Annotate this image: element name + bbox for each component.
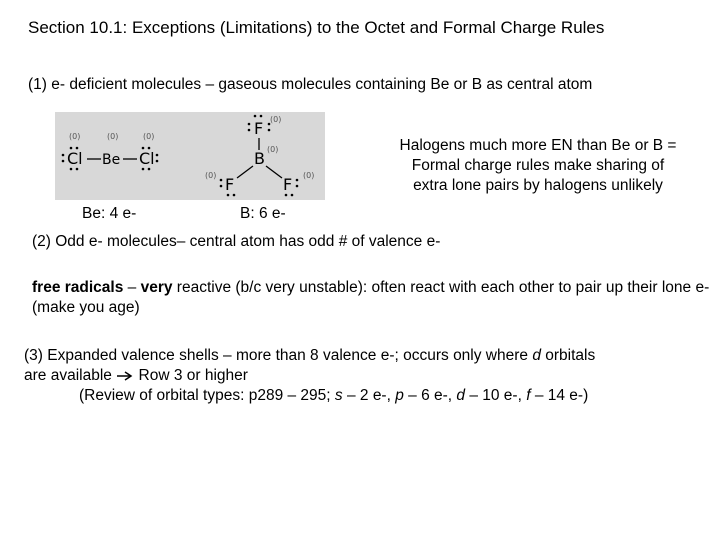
bf3-charge-center: (0) [267, 145, 279, 154]
orbital-d-value: – 10 e-, [465, 387, 527, 404]
orbital-p: p [395, 387, 404, 404]
halogen-note-line-1: Halogens much more EN than Be or B = [399, 137, 677, 154]
bf3-charge-top: (0) [270, 115, 282, 124]
becl2-charge-right: (0) [143, 132, 155, 141]
bf3-charge-right: (0) [303, 171, 315, 180]
bf3-bond-right [266, 166, 282, 178]
expanded-d-italic: d [532, 347, 541, 364]
point-expanded-valence [24, 346, 595, 406]
point-odd-electron: (2) Odd e- molecules– central atom has odd # of valence e- [32, 233, 441, 250]
lewis-structures-figure [55, 112, 325, 200]
point-electron-deficient: (1) e- deficient molecules – gaseous molecules containing Be or B as central atom [28, 76, 593, 93]
halogen-note-line-2: Formal charge rules make sharing of [411, 157, 665, 174]
review-pre: (Review of orbital types: p289 – 295; [79, 387, 335, 404]
becl2-charge-center: (0) [107, 132, 119, 141]
expanded-line2a: are available [24, 367, 117, 384]
halogen-note-line-3: extra lone pairs by halogens unlikely [413, 177, 663, 194]
expanded-text-pre: (3) Expanded valence shells – more than 8 valence e-; occurs only where [24, 347, 533, 364]
page-title: Section 10.1: Exceptions (Limitations) to the Octet and Formal Charge Rules [28, 18, 605, 37]
orbital-p-value: – 6 e-, [403, 387, 457, 404]
bf3-right-atom: F [283, 175, 293, 194]
orbital-f: f [526, 387, 531, 404]
orbital-f-value: – 14 e-) [530, 387, 589, 404]
expanded-text-mid: orbitals [540, 347, 596, 364]
free-radicals-very: very [140, 279, 173, 296]
orbital-review [24, 386, 595, 406]
orbital-s-value: – 2 e-, [342, 387, 396, 404]
becl2-center-atom: Be [102, 152, 121, 168]
point-free-radicals [32, 278, 717, 318]
becl2-charge-left: (0) [69, 132, 81, 141]
right-arrow-icon [116, 370, 134, 382]
bf3-center-atom: B [254, 149, 265, 168]
free-radicals-term: free radicals [32, 279, 124, 296]
orbital-s: s [334, 387, 343, 404]
bf3-left-atom: F [225, 175, 235, 194]
lewis-structures-svg [55, 112, 325, 200]
bf3-charge-left: (0) [205, 171, 217, 180]
orbital-d: d [456, 387, 466, 404]
b-electron-label: B: 6 e- [240, 205, 286, 222]
bf3-bond-left [237, 166, 253, 178]
be-electron-label: Be: 4 e- [82, 205, 137, 222]
becl2-left-atom: Cl [67, 149, 83, 168]
halogen-note [368, 136, 708, 196]
free-radicals-dash: – [123, 279, 141, 296]
free-radicals-text: reactive (b/c very unstable): often react with each other to pair up their lone e- (make you age) [32, 279, 710, 316]
bf3-top-atom: F [254, 119, 264, 138]
expanded-line2b: Row 3 or higher [134, 367, 248, 384]
becl2-right-atom: Cl [139, 149, 155, 168]
